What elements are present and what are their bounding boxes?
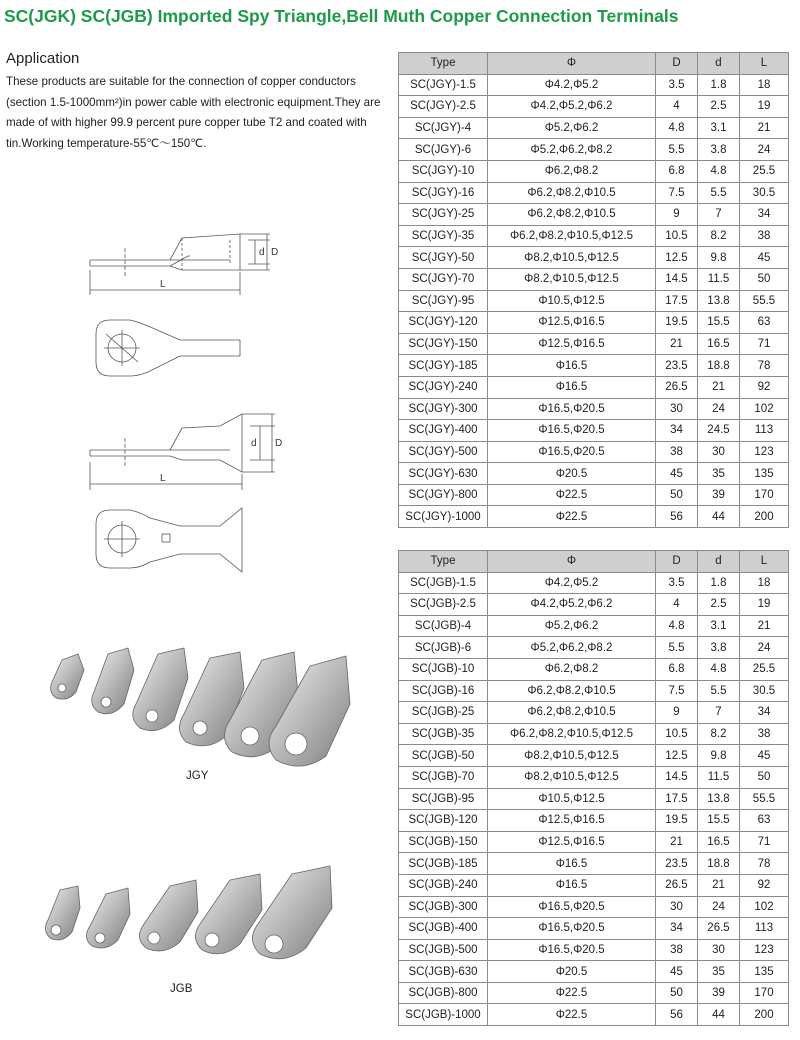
cell-L: 170 — [740, 484, 789, 506]
application-heading: Application — [6, 50, 80, 67]
cell-d: 24 — [698, 398, 740, 420]
terminal-diagrams — [70, 200, 310, 580]
cell-d: 2.5 — [698, 96, 740, 118]
header-d: d — [698, 53, 740, 75]
cell-phi: Φ8.2,Φ10.5,Φ12.5 — [488, 247, 656, 269]
cell-type: SC(JGY)-800 — [399, 484, 488, 506]
cell-phi: Φ6.2,Φ8.2 — [488, 658, 656, 680]
cell-D: 4 — [656, 594, 698, 616]
table-row — [399, 615, 789, 637]
cell-L: 200 — [740, 506, 789, 528]
table-row — [399, 139, 789, 161]
cell-d: 7 — [698, 204, 740, 226]
jgb-spec-table — [398, 550, 789, 1026]
cell-phi: Φ16.5,Φ20.5 — [488, 398, 656, 420]
table-row — [399, 96, 789, 118]
cell-L: 18 — [740, 572, 789, 594]
table-row — [399, 117, 789, 139]
cell-phi: Φ6.2,Φ8.2,Φ10.5 — [488, 702, 656, 724]
cell-D: 38 — [656, 939, 698, 961]
cell-d: 3.1 — [698, 615, 740, 637]
cell-phi: Φ4.2,Φ5.2 — [488, 74, 656, 96]
table-row — [399, 333, 789, 355]
cell-D: 21 — [656, 831, 698, 853]
cell-type: SC(JGB)-95 — [399, 788, 488, 810]
table-row — [399, 745, 789, 767]
cell-type: SC(JGY)-120 — [399, 312, 488, 334]
cell-L: 38 — [740, 723, 789, 745]
table-row — [399, 160, 789, 182]
cell-phi: Φ22.5 — [488, 484, 656, 506]
cell-type: SC(JGY)-300 — [399, 398, 488, 420]
cell-d: 15.5 — [698, 312, 740, 334]
cell-phi: Φ16.5 — [488, 376, 656, 398]
cell-D: 34 — [656, 918, 698, 940]
header-phi: Φ — [488, 551, 656, 573]
cell-d: 26.5 — [698, 918, 740, 940]
cell-phi: Φ20.5 — [488, 463, 656, 485]
cell-D: 14.5 — [656, 268, 698, 290]
table-row — [399, 74, 789, 96]
cell-type: SC(JGY)-35 — [399, 225, 488, 247]
cell-type: SC(JGY)-1000 — [399, 506, 488, 528]
cell-D: 4 — [656, 96, 698, 118]
header-type: Type — [399, 53, 488, 75]
cell-phi: Φ8.2,Φ10.5,Φ12.5 — [488, 268, 656, 290]
cell-D: 23.5 — [656, 355, 698, 377]
cell-D: 3.5 — [656, 74, 698, 96]
cell-L: 18 — [740, 74, 789, 96]
cell-D: 4.8 — [656, 117, 698, 139]
cell-type: SC(JGY)-10 — [399, 160, 488, 182]
cell-phi: Φ20.5 — [488, 961, 656, 983]
jgy-spec-table — [398, 52, 789, 528]
cell-d: 18.8 — [698, 853, 740, 875]
dimension-drawing — [70, 200, 310, 580]
cell-type: SC(JGY)-70 — [399, 268, 488, 290]
cell-type: SC(JGB)-185 — [399, 853, 488, 875]
table-row — [399, 204, 789, 226]
cell-L: 24 — [740, 139, 789, 161]
cell-d: 9.8 — [698, 745, 740, 767]
cell-phi: Φ6.2,Φ8.2,Φ10.5,Φ12.5 — [488, 723, 656, 745]
cell-phi: Φ12.5,Φ16.5 — [488, 810, 656, 832]
cell-D: 34 — [656, 420, 698, 442]
cell-L: 102 — [740, 398, 789, 420]
dim-label-L: L — [160, 279, 166, 290]
table-row — [399, 594, 789, 616]
cell-D: 26.5 — [656, 376, 698, 398]
cell-L: 63 — [740, 312, 789, 334]
cell-D: 12.5 — [656, 745, 698, 767]
cell-type: SC(JGY)-16 — [399, 182, 488, 204]
table-header-row — [399, 551, 789, 573]
cell-L: 25.5 — [740, 160, 789, 182]
cell-d: 16.5 — [698, 831, 740, 853]
table-row — [399, 723, 789, 745]
cell-d: 8.2 — [698, 723, 740, 745]
table-row — [399, 420, 789, 442]
table-row — [399, 268, 789, 290]
cell-D: 14.5 — [656, 766, 698, 788]
table-row — [399, 853, 789, 875]
cell-d: 4.8 — [698, 658, 740, 680]
cell-type: SC(JGY)-2.5 — [399, 96, 488, 118]
cell-L: 113 — [740, 918, 789, 940]
cell-phi: Φ12.5,Φ16.5 — [488, 312, 656, 334]
table-row — [399, 637, 789, 659]
cell-L: 55.5 — [740, 290, 789, 312]
jgy-terminals-photo — [40, 640, 370, 770]
cell-type: SC(JGB)-1000 — [399, 1004, 488, 1026]
cell-type: SC(JGB)-70 — [399, 766, 488, 788]
cell-L: 45 — [740, 247, 789, 269]
cell-type: SC(JGB)-240 — [399, 874, 488, 896]
cell-D: 23.5 — [656, 853, 698, 875]
cell-phi: Φ16.5,Φ20.5 — [488, 441, 656, 463]
cell-d: 30 — [698, 939, 740, 961]
cell-phi: Φ5.2,Φ6.2 — [488, 117, 656, 139]
cell-type: SC(JGB)-50 — [399, 745, 488, 767]
table-header-row — [399, 53, 789, 75]
dim-label-D: D — [271, 247, 279, 258]
cell-d: 39 — [698, 484, 740, 506]
cell-D: 56 — [656, 1004, 698, 1026]
table-row — [399, 1004, 789, 1026]
table-row — [399, 484, 789, 506]
table-row — [399, 658, 789, 680]
cell-D: 7.5 — [656, 680, 698, 702]
cell-d: 16.5 — [698, 333, 740, 355]
cell-type: SC(JGB)-120 — [399, 810, 488, 832]
cell-type: SC(JGY)-500 — [399, 441, 488, 463]
table-row — [399, 831, 789, 853]
cell-d: 3.1 — [698, 117, 740, 139]
cell-D: 30 — [656, 896, 698, 918]
cell-D: 19.5 — [656, 810, 698, 832]
table-row — [399, 766, 789, 788]
cell-D: 6.8 — [656, 658, 698, 680]
cell-D: 17.5 — [656, 788, 698, 810]
application-text: These products are suitable for the connection of copper conductors (section 1.5-1000mm²)in power cable with electronic equipment.They are made of with higher 99.9 percent pure copper tube T2 and coated with tin.Working temperature-55℃～150℃. — [6, 75, 381, 150]
cell-d: 13.8 — [698, 788, 740, 810]
cell-phi: Φ6.2,Φ8.2,Φ10.5 — [488, 680, 656, 702]
cell-phi: Φ16.5,Φ20.5 — [488, 918, 656, 940]
cell-D: 38 — [656, 441, 698, 463]
header-L: L — [740, 551, 789, 573]
cell-L: 34 — [740, 204, 789, 226]
table-row — [399, 572, 789, 594]
cell-d: 3.8 — [698, 139, 740, 161]
cell-D: 30 — [656, 398, 698, 420]
table-row — [399, 182, 789, 204]
cell-type: SC(JGB)-1.5 — [399, 572, 488, 594]
cell-phi: Φ12.5,Φ16.5 — [488, 831, 656, 853]
header-d: d — [698, 551, 740, 573]
table-row — [399, 810, 789, 832]
cell-d: 39 — [698, 982, 740, 1004]
cell-phi: Φ22.5 — [488, 982, 656, 1004]
page-title: SC(JGK) SC(JGB) Imported Spy Triangle,Bell Muth Copper Connection Terminals — [4, 6, 679, 26]
cell-phi: Φ8.2,Φ10.5,Φ12.5 — [488, 745, 656, 767]
cell-type: SC(JGY)-50 — [399, 247, 488, 269]
cell-D: 21 — [656, 333, 698, 355]
cell-phi: Φ10.5,Φ12.5 — [488, 290, 656, 312]
cell-phi: Φ16.5 — [488, 355, 656, 377]
cell-L: 92 — [740, 376, 789, 398]
cell-type: SC(JGY)-185 — [399, 355, 488, 377]
cell-type: SC(JGB)-4 — [399, 615, 488, 637]
cell-phi: Φ12.5,Φ16.5 — [488, 333, 656, 355]
cell-D: 50 — [656, 484, 698, 506]
table-row — [399, 312, 789, 334]
cell-L: 170 — [740, 982, 789, 1004]
cell-L: 38 — [740, 225, 789, 247]
cell-L: 30.5 — [740, 182, 789, 204]
cell-d: 11.5 — [698, 766, 740, 788]
table-row — [399, 918, 789, 940]
table-row — [399, 290, 789, 312]
cell-d: 2.5 — [698, 594, 740, 616]
cell-type: SC(JGY)-150 — [399, 333, 488, 355]
cell-d: 7 — [698, 702, 740, 724]
cell-d: 30 — [698, 441, 740, 463]
cell-type: SC(JGY)-400 — [399, 420, 488, 442]
cell-L: 34 — [740, 702, 789, 724]
cell-L: 135 — [740, 961, 789, 983]
cell-L: 50 — [740, 268, 789, 290]
cell-phi: Φ22.5 — [488, 506, 656, 528]
cell-D: 7.5 — [656, 182, 698, 204]
cell-L: 123 — [740, 441, 789, 463]
table-row — [399, 441, 789, 463]
cell-type: SC(JGB)-300 — [399, 896, 488, 918]
cell-L: 25.5 — [740, 658, 789, 680]
table-row — [399, 398, 789, 420]
table-row — [399, 355, 789, 377]
cell-D: 12.5 — [656, 247, 698, 269]
cell-L: 71 — [740, 831, 789, 853]
cell-D: 26.5 — [656, 874, 698, 896]
cell-d: 15.5 — [698, 810, 740, 832]
cell-phi: Φ5.2,Φ6.2 — [488, 615, 656, 637]
cell-type: SC(JGB)-10 — [399, 658, 488, 680]
table-row — [399, 788, 789, 810]
header-type: Type — [399, 551, 488, 573]
cell-type: SC(JGB)-35 — [399, 723, 488, 745]
cell-type: SC(JGB)-800 — [399, 982, 488, 1004]
cell-d: 35 — [698, 463, 740, 485]
table-row — [399, 939, 789, 961]
cell-phi: Φ16.5,Φ20.5 — [488, 896, 656, 918]
cell-phi: Φ4.2,Φ5.2,Φ6.2 — [488, 594, 656, 616]
cell-D: 17.5 — [656, 290, 698, 312]
cell-d: 1.8 — [698, 572, 740, 594]
cell-L: 135 — [740, 463, 789, 485]
cell-type: SC(JGB)-2.5 — [399, 594, 488, 616]
header-D: D — [656, 551, 698, 573]
cell-L: 19 — [740, 594, 789, 616]
cell-d: 3.8 — [698, 637, 740, 659]
cell-d: 44 — [698, 506, 740, 528]
cell-d: 44 — [698, 1004, 740, 1026]
cell-L: 45 — [740, 745, 789, 767]
header-phi: Φ — [488, 53, 656, 75]
cell-d: 5.5 — [698, 182, 740, 204]
dim-label-D-2: D — [275, 438, 283, 449]
cell-L: 102 — [740, 896, 789, 918]
cell-phi: Φ6.2,Φ8.2 — [488, 160, 656, 182]
table-row — [399, 506, 789, 528]
dim-label-L-2: L — [160, 473, 166, 484]
cell-d: 21 — [698, 376, 740, 398]
cell-D: 19.5 — [656, 312, 698, 334]
cell-phi: Φ6.2,Φ8.2,Φ10.5,Φ12.5 — [488, 225, 656, 247]
cell-d: 24.5 — [698, 420, 740, 442]
cell-phi: Φ16.5 — [488, 853, 656, 875]
cell-phi: Φ10.5,Φ12.5 — [488, 788, 656, 810]
cell-phi: Φ4.2,Φ5.2,Φ6.2 — [488, 96, 656, 118]
cell-type: SC(JGY)-95 — [399, 290, 488, 312]
cell-L: 63 — [740, 810, 789, 832]
cell-D: 50 — [656, 982, 698, 1004]
cell-L: 71 — [740, 333, 789, 355]
table-row — [399, 680, 789, 702]
cell-L: 55.5 — [740, 788, 789, 810]
cell-L: 78 — [740, 355, 789, 377]
cell-phi: Φ5.2,Φ6.2,Φ8.2 — [488, 637, 656, 659]
cell-D: 10.5 — [656, 723, 698, 745]
cell-phi: Φ16.5,Φ20.5 — [488, 939, 656, 961]
cell-type: SC(JGY)-6 — [399, 139, 488, 161]
table-row — [399, 961, 789, 983]
cell-D: 9 — [656, 204, 698, 226]
cell-phi: Φ16.5 — [488, 874, 656, 896]
dim-label-d-2: d — [251, 438, 257, 449]
cell-type: SC(JGB)-16 — [399, 680, 488, 702]
cell-d: 8.2 — [698, 225, 740, 247]
cell-D: 45 — [656, 463, 698, 485]
cell-d: 1.8 — [698, 74, 740, 96]
cell-type: SC(JGB)-25 — [399, 702, 488, 724]
cell-d: 5.5 — [698, 680, 740, 702]
cell-L: 21 — [740, 117, 789, 139]
cell-D: 5.5 — [656, 637, 698, 659]
table-row — [399, 247, 789, 269]
header-D: D — [656, 53, 698, 75]
cell-phi: Φ6.2,Φ8.2,Φ10.5 — [488, 204, 656, 226]
cell-phi: Φ8.2,Φ10.5,Φ12.5 — [488, 766, 656, 788]
table-row — [399, 982, 789, 1004]
cell-L: 19 — [740, 96, 789, 118]
table-row — [399, 463, 789, 485]
cell-d: 13.8 — [698, 290, 740, 312]
cell-L: 30.5 — [740, 680, 789, 702]
cell-type: SC(JGY)-1.5 — [399, 74, 488, 96]
cell-L: 123 — [740, 939, 789, 961]
cell-L: 50 — [740, 766, 789, 788]
dim-label-d: d — [259, 247, 265, 258]
cell-d: 35 — [698, 961, 740, 983]
table-row — [399, 874, 789, 896]
cell-d: 4.8 — [698, 160, 740, 182]
cell-D: 9 — [656, 702, 698, 724]
cell-L: 21 — [740, 615, 789, 637]
table-row — [399, 376, 789, 398]
cell-L: 78 — [740, 853, 789, 875]
cell-type: SC(JGY)-25 — [399, 204, 488, 226]
cell-type: SC(JGY)-630 — [399, 463, 488, 485]
cell-D: 4.8 — [656, 615, 698, 637]
cell-d: 9.8 — [698, 247, 740, 269]
cell-d: 18.8 — [698, 355, 740, 377]
table-row — [399, 896, 789, 918]
cell-type: SC(JGB)-500 — [399, 939, 488, 961]
cell-phi: Φ22.5 — [488, 1004, 656, 1026]
cell-D: 5.5 — [656, 139, 698, 161]
cell-phi: Φ16.5,Φ20.5 — [488, 420, 656, 442]
cell-type: SC(JGB)-400 — [399, 918, 488, 940]
cell-D: 6.8 — [656, 160, 698, 182]
cell-L: 92 — [740, 874, 789, 896]
cell-type: SC(JGB)-150 — [399, 831, 488, 853]
jgb-caption: JGB — [170, 983, 193, 995]
cell-L: 24 — [740, 637, 789, 659]
cell-phi: Φ5.2,Φ6.2,Φ8.2 — [488, 139, 656, 161]
cell-phi: Φ4.2,Φ5.2 — [488, 572, 656, 594]
jgy-caption: JGY — [186, 770, 209, 782]
jgb-terminals-photo — [30, 860, 360, 980]
cell-D: 3.5 — [656, 572, 698, 594]
cell-D: 56 — [656, 506, 698, 528]
cell-type: SC(JGB)-630 — [399, 961, 488, 983]
cell-phi: Φ6.2,Φ8.2,Φ10.5 — [488, 182, 656, 204]
cell-type: SC(JGY)-4 — [399, 117, 488, 139]
cell-d: 11.5 — [698, 268, 740, 290]
cell-L: 200 — [740, 1004, 789, 1026]
cell-D: 45 — [656, 961, 698, 983]
cell-d: 21 — [698, 874, 740, 896]
table-row — [399, 225, 789, 247]
cell-D: 10.5 — [656, 225, 698, 247]
table-row — [399, 702, 789, 724]
cell-L: 113 — [740, 420, 789, 442]
cell-type: SC(JGY)-240 — [399, 376, 488, 398]
header-L: L — [740, 53, 789, 75]
cell-type: SC(JGB)-6 — [399, 637, 488, 659]
cell-d: 24 — [698, 896, 740, 918]
